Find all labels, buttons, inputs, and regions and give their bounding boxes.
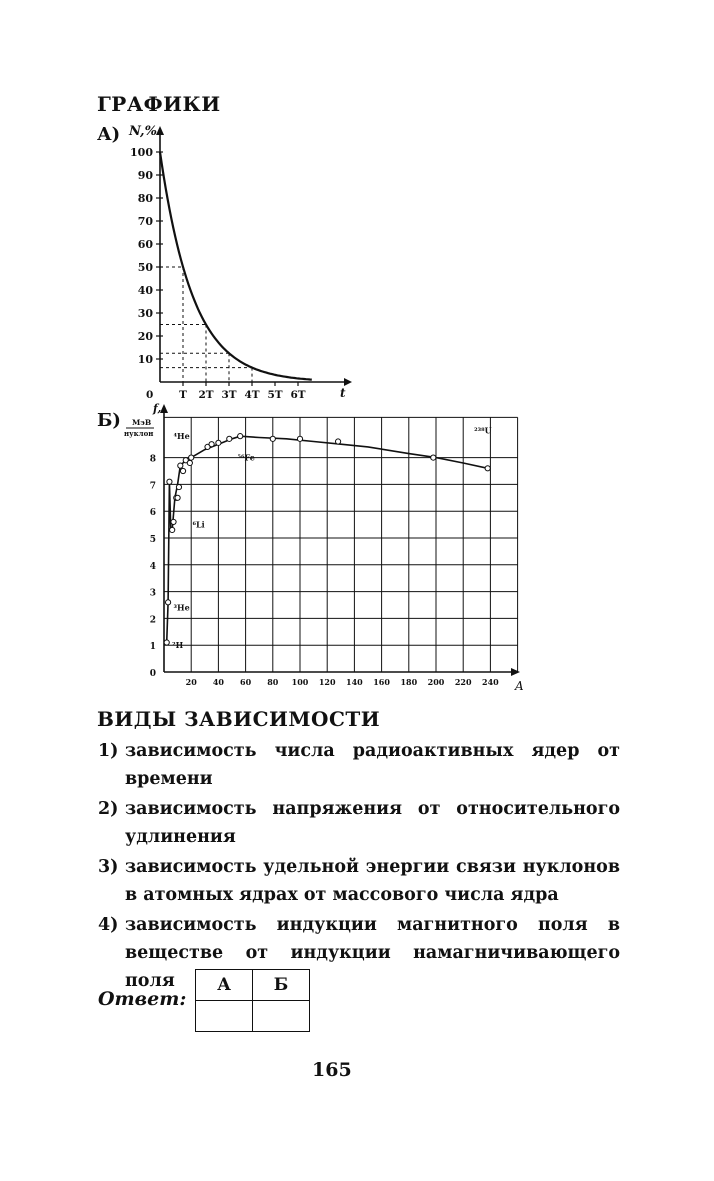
graph-a-x-tick-label: 6T <box>290 389 306 401</box>
graph-b-isotope-label: ²³⁸U <box>474 425 492 436</box>
graph-b-data-point <box>227 436 232 441</box>
graph-b-x-tick-label: 120 <box>318 677 336 687</box>
graph-b-y-tick-label: 4 <box>149 561 156 572</box>
graph-a-x-tick-label: 4T <box>244 389 260 401</box>
graph-a-y-tick-label: 30 <box>137 307 153 320</box>
graph-a-y-tick-label: 100 <box>130 146 153 159</box>
graph-b-data-point <box>209 442 214 447</box>
graph-b-data-point <box>170 527 175 532</box>
graph-a-x-tick-label: 3T <box>221 389 237 401</box>
graph-b-y-tick-label: 0 <box>149 669 156 679</box>
graph-b-y-tick-label: 6 <box>149 508 156 519</box>
graph-b-y-tick-label: 5 <box>149 535 156 545</box>
graph-b-data-point <box>165 600 170 605</box>
answer-header-a: А <box>196 970 253 1001</box>
graph-b-data-point <box>171 519 176 524</box>
graph-b-isotope-label: ³He <box>173 602 190 613</box>
graph-b-x-arrow <box>511 668 520 676</box>
list-item: 1) зависимость числа радиоактивных ядер от времени <box>98 741 620 789</box>
graph-b-data-point <box>187 460 192 465</box>
graph-a-y-tick-label: 50 <box>137 261 153 274</box>
graph-b-y-tick-label: 8 <box>149 454 156 465</box>
graph-b-y-tick-label: 1 <box>149 642 156 653</box>
graph-a-x-tick-label: 2T <box>198 389 214 401</box>
graph-b-x-label: A <box>515 679 524 693</box>
graph-b-x-ticks <box>186 677 500 687</box>
graph-b-x-tick-label: 180 <box>400 677 418 687</box>
graph-b-data-point <box>164 640 169 645</box>
graph-a-axes <box>156 126 352 386</box>
graph-b-y-tick-label: 3 <box>149 588 156 599</box>
graph-a-y-ticks <box>130 146 163 366</box>
answer-cell-b[interactable] <box>253 1001 310 1032</box>
graph-b-x-tick-label: 40 <box>212 677 224 687</box>
graph-a-y-arrow <box>156 126 164 135</box>
answer-table <box>195 969 310 1032</box>
graph-b-x-tick-label: 220 <box>454 677 472 687</box>
graph-b-data-point <box>297 436 302 441</box>
graph-a-x-label: t <box>340 386 346 400</box>
graph-b-x-tick-label: 140 <box>346 677 363 687</box>
graph-b-x-tick-label: 240 <box>482 677 499 687</box>
graph-b-data-point <box>176 484 181 489</box>
graph-a-x-arrow <box>344 378 352 386</box>
dependency-list <box>98 737 620 997</box>
list-item: 2) зависимость напряжения от относительного удлинения <box>98 799 620 847</box>
graph-b-grid <box>164 417 518 672</box>
graph-a-y-tick-label: 40 <box>137 284 153 297</box>
graph-a-label: А) <box>97 124 121 145</box>
graph-b-data-point <box>216 440 221 445</box>
graph-b-x-tick-label: 200 <box>427 677 445 687</box>
types-section-title: ВИДЫ ЗАВИСИМОСТИ <box>97 707 381 731</box>
graph-b-y-unit-den: нуклон <box>124 429 154 438</box>
graph-b-data-point <box>167 479 172 484</box>
graph-b-data-point <box>175 495 180 500</box>
graph-b-x-tick-label: 100 <box>291 677 309 687</box>
graph-a-x-tick-label: 0 <box>146 389 154 401</box>
graph-b-chart <box>120 398 540 698</box>
graph-b-isotope-label: ⁵⁶Fe <box>237 452 255 463</box>
graph-b-data-point <box>431 455 436 460</box>
graph-b-x-tick-label: 160 <box>373 677 390 687</box>
graph-b-x-tick-label: 80 <box>267 677 279 687</box>
graph-b-isotope-label: ⁴He <box>173 430 190 441</box>
graph-b-y-tick-label: 2 <box>149 615 156 626</box>
list-item: 3) зависимость удельной энергии связи нуклонов в атомных ядрах от массового числа ядра <box>98 857 620 905</box>
answer-label: Ответ: <box>98 988 187 1010</box>
graph-a-chart <box>120 116 360 406</box>
graphs-section-title: ГРАФИКИ <box>97 92 221 116</box>
graph-b-y-unit-num: МэВ <box>132 418 152 427</box>
graph-b-x-tick-label: 20 <box>185 677 197 687</box>
graph-b-y-tick-label: 7 <box>149 481 156 492</box>
graph-b-data-point <box>270 436 275 441</box>
graph-b-data-point <box>485 466 490 471</box>
graph-a-y-tick-label: 70 <box>137 215 153 228</box>
graph-b-data-point <box>180 468 185 473</box>
graph-a-y-tick-label: 80 <box>137 192 153 205</box>
list-item: 4) зависимость индукции магнитного поля в веществе от индукции намагничивающего поля <box>98 915 620 991</box>
answer-cell-a[interactable] <box>196 1001 253 1032</box>
graph-a-y-label: N,% <box>129 124 157 139</box>
graph-b-y-ticks <box>150 455 156 679</box>
answer-header-b: Б <box>253 970 310 1001</box>
graph-b-label: Б) <box>97 410 121 431</box>
graph-b-isotope-label: ²H <box>172 639 184 650</box>
graph-a-y-tick-label: 90 <box>137 169 153 182</box>
graph-a-y-tick-label: 20 <box>137 330 153 343</box>
graph-a-x-tick-label: T <box>179 389 187 401</box>
graph-b-data-point <box>238 434 243 439</box>
graph-b-data-point <box>335 439 340 444</box>
graph-a-x-tick-label: 5T <box>267 389 283 401</box>
page-number: 165 <box>312 1059 352 1081</box>
graph-b-x-tick-label: 60 <box>240 677 252 687</box>
graph-a-y-tick-label: 60 <box>137 238 153 251</box>
graph-b-data-point <box>178 463 183 468</box>
graph-b-data-point <box>189 455 194 460</box>
graph-a-y-tick-label: 10 <box>137 353 153 366</box>
graph-b-y-label-f: f, <box>153 402 162 415</box>
graph-b-isotope-label: ⁶Li <box>192 519 205 530</box>
